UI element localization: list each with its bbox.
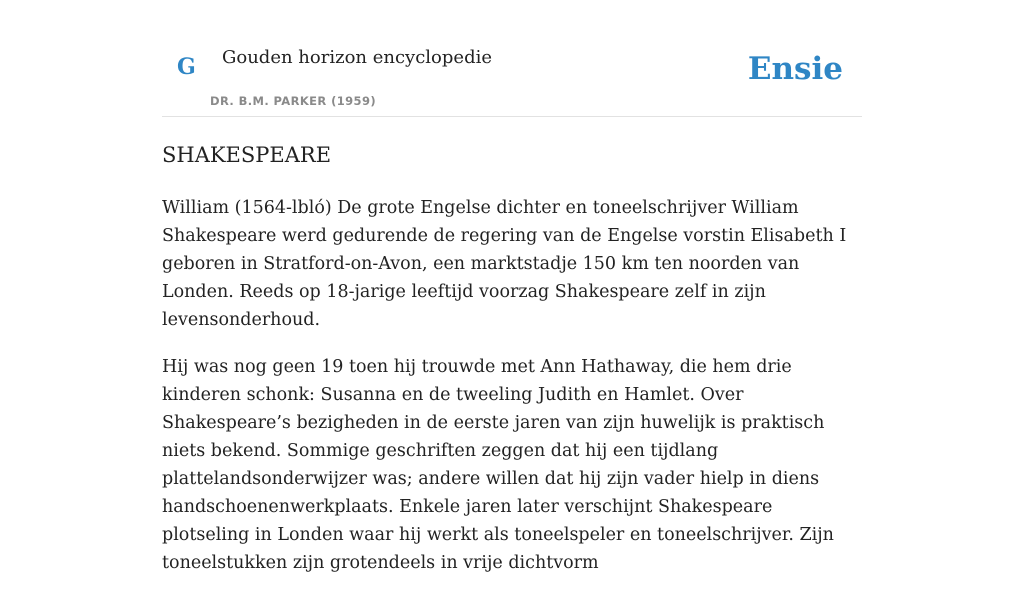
article-title: SHAKESPEARE (162, 143, 332, 167)
article (162, 138, 862, 596)
book-title-link[interactable]: Gouden horizon encyclopedie (222, 47, 492, 68)
article-paragraph: William (1564-lbló) De grote Engelse dichter en toneelschrijver William Shakespeare werd gedurende de regering van de Engelse vorstin Elisabeth I geboren in Stratford-on-Avon, een marktstadje 150 km ten noorden van Londen. Reeds op 18-jarige leeftijd voorzag Shakespeare zelf in zijn levensonderhoud. (162, 198, 847, 330)
book-author: DR. B.M. PARKER (1959) (210, 94, 377, 108)
book-logo-icon[interactable]: G (177, 54, 196, 80)
book-header (162, 0, 862, 117)
ensie-logo[interactable]: Ensie (747, 51, 843, 87)
article-paragraph: Hij was nog geen 19 toen hij trouwde met Ann Hathaway, die hem drie kinderen schonk: Susanna en de tweeling Judith en Hamlet. Over Shakespeare’s bezigheden in de eerste jaren van zijn huwelijk is praktisch niets bekend. Sommige geschriften zeggen dat hij een tijdlang plattelandsonderwijzer was; andere willen dat hij zijn vader hielp in diens handschoenenwerkplaats. Enkele jaren later verschijnt Shakespeare plotseling in Londen waar hij werkt als toneelspeler en toneelschrijver. Zijn toneelstukken zijn grotendeels in vrije dichtvorm (162, 357, 834, 573)
